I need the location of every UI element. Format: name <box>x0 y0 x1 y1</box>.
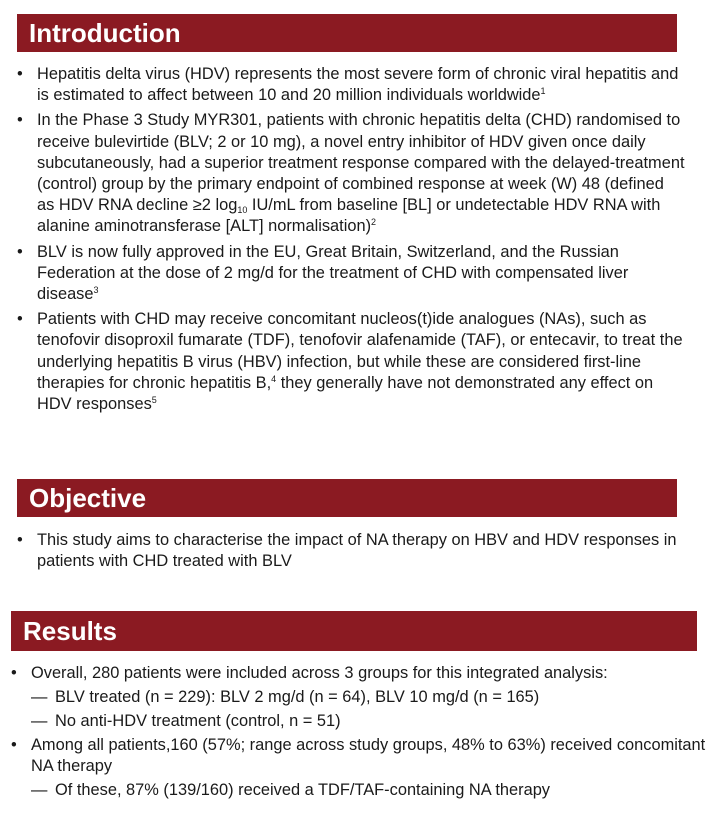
introduction-bullet-1-text: Hepatitis delta virus (HDV) represents the most severe form of chronic viral hepatitis and is estimated to affect between 10 and 20 million individuals worldwide <box>37 65 679 105</box>
log-subscript: 10 <box>237 205 248 216</box>
reference-3: 3 <box>93 285 99 296</box>
results-heading-text: Results <box>23 616 117 646</box>
results-subitem-control-text: No anti-HDV treatment (control, n = 51) <box>55 712 341 731</box>
introduction-heading <box>17 14 677 52</box>
objective-heading-text: Objective <box>29 483 147 513</box>
dash-icon: — <box>31 781 48 800</box>
results-bullet-2 <box>11 735 711 802</box>
bullet-icon: • <box>17 242 23 261</box>
bullet-icon: • <box>17 111 23 130</box>
reference-4: 4 <box>271 373 277 384</box>
introduction-bullet-3 <box>17 242 685 306</box>
results-bullet-list <box>11 663 711 801</box>
reference-5: 5 <box>151 395 157 406</box>
objective-heading <box>17 479 677 517</box>
introduction-bullet-4-text-cont: they generally have not demonstrated any effect on HDV responses <box>37 373 654 414</box>
dash-icon: — <box>31 712 48 731</box>
results-subitem-bltreated <box>31 687 711 708</box>
results-bullet-2-text: Among all patients,160 (57%; range across study groups, 48% to 63%) received concomitant NA therapy <box>31 735 706 775</box>
introduction-bullet-1 <box>17 64 685 106</box>
results-heading <box>11 611 697 651</box>
objective-bullet-1 <box>17 530 685 572</box>
objective-bullet-1-text: This study aims to characterise the impact of NA therapy on HBV and HDV responses in patients with CHD treated with BLV <box>37 531 677 571</box>
introduction-bullet-4-text: Patients with CHD may receive concomitant nucleos(t)ide analogues (NAs), such as tenofovir disoproxil fumarate (TDF), tenofovir alafenamide (TAF), or entecavir, to treat the underlying hepatitis B virus (HBV) infection, but while these are considered first-line therapies for chronic hepatitis B, <box>37 310 683 392</box>
introduction-bullet-3-text: BLV is now fully approved in the EU, Great Britain, Switzerland, and the Russian Federation at the dose of 2 mg/d for the treatment of CHD with compensated liver disease <box>37 242 629 304</box>
results-subitem-bltreated-text: BLV treated (n = 229): BLV 2 mg/d (n = 64), BLV 10 mg/d (n = 165) <box>55 688 540 707</box>
introduction-heading-text: Introduction <box>29 18 181 48</box>
introduction-bullet-4 <box>17 309 685 415</box>
introduction-bullet-2-text: In the Phase 3 Study MYR301, patients with chronic hepatitis delta (CHD) randomised to receive bulevirtide (BLV; 2 or 10 mg), a novel entry inhibitor of HDV given once daily subcutaneously, had a superior treatment response compared with the delayed-treatment (control) group by the primary endpoint of combined response at week (W) 48 (defined as HDV RNA decline ≥2 log <box>37 111 685 215</box>
reference-1: 1 <box>540 86 546 97</box>
bullet-icon: • <box>11 735 17 754</box>
results-bullet-1-text: Overall, 280 patients were included across 3 groups for this integrated analysis: <box>31 664 608 682</box>
results-subitem-tdf <box>31 780 711 801</box>
bullet-icon: • <box>17 65 23 83</box>
results-bullet-1 <box>11 663 711 733</box>
results-subitem-control <box>31 711 711 732</box>
bullet-icon: • <box>17 531 23 549</box>
objective-bullet-list <box>17 530 685 572</box>
bullet-icon: • <box>11 664 17 682</box>
introduction-bullet-2 <box>17 110 685 237</box>
introduction-bullet-2-text-cont: IU/mL from baseline [BL] or undetectable HDV RNA with alanine aminotransferase [ALT] normalisation) <box>37 196 661 236</box>
introduction-bullet-list <box>17 64 685 415</box>
dash-icon: — <box>31 688 48 707</box>
results-subitem-tdf-text: Of these, 87% (139/160) received a TDF/TAF-containing NA therapy <box>55 781 550 800</box>
reference-2: 2 <box>371 217 377 228</box>
bullet-icon: • <box>17 310 23 329</box>
